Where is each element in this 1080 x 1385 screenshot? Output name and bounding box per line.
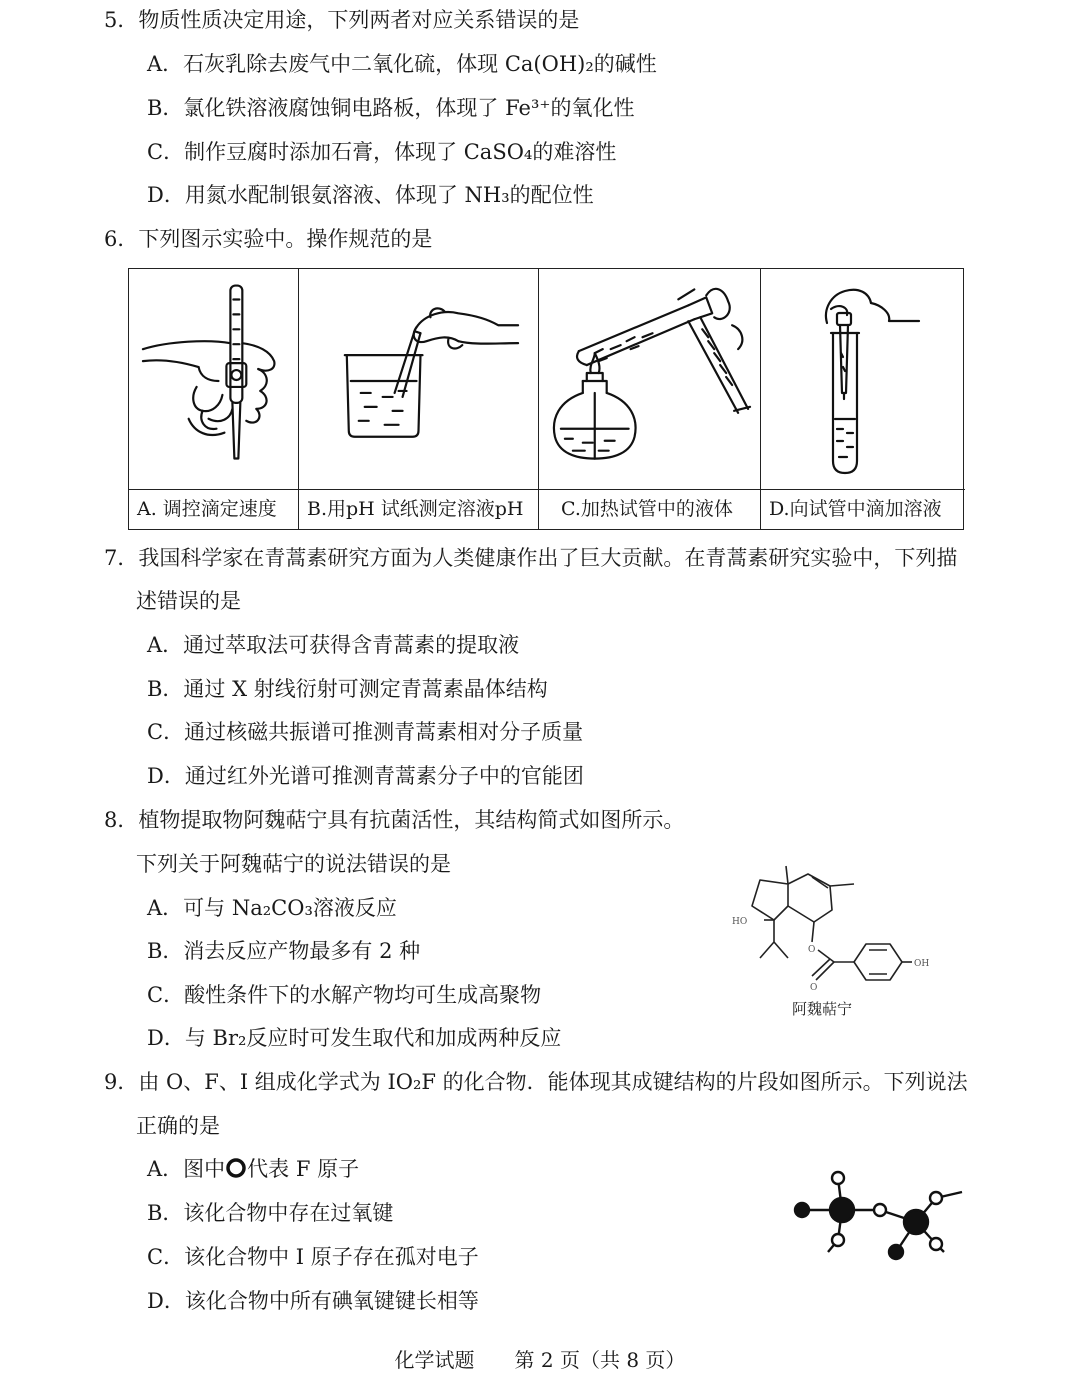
io2f-bond-structure-figure [790,1168,970,1263]
q5-option-b: B．氯化铁溶液腐蚀铜电路板，体现了 Fe³⁺的氧化性 [147,96,635,120]
q5-option-d: D．用氮水配制银氨溶液、体现了 NH₃的配位性 [147,183,594,207]
q8-stem-line2: 下列关于阿魏萜宁的说法错误的是 [136,852,451,876]
q7-option-a: A．通过萃取法可获得含青蒿素的提取液 [147,633,520,657]
q9-stem-line1: 9．由 O、F、I 组成化学式为 IO₂F 的化合物．能体现其成键结构的片段如图所示。下列说法 [104,1070,968,1094]
q6-cell-c [539,269,761,529]
q6-cell-d [761,269,965,529]
q7-option-c: C．通过核磁共振谱可推测青蒿素相对分子质量 [147,720,584,744]
page-footer [0,1344,1080,1373]
q8-stem-line1: 8．植物提取物阿魏萜宁具有抗菌活性，其结构简式如图所示。 [104,808,685,832]
oh-label: OH [914,959,930,969]
q6-caption-a: A. 调控滴定速度 [129,489,298,529]
q9-option-a-suffix: 代表 F 原子 [247,1157,360,1181]
q9-stem-line2: 正确的是 [136,1114,220,1138]
footer-subject: 化学试题 [394,1348,475,1372]
q9-option-c: C．该化合物中 I 原子存在孤对电子 [147,1245,479,1269]
ester-o-label: O [808,945,816,955]
heating-test-tube-illustration [539,269,760,489]
ph-paper-beaker-illustration [299,269,538,489]
dropper-test-tube-illustration [761,269,965,489]
carbonyl-o-label: O [810,983,818,993]
q6-cell-a [129,269,299,529]
structure-caption: 阿魏萜宁 [792,1000,853,1018]
q8-option-c: C．酸性条件下的水解产物均可生成高聚物 [147,983,542,1007]
q9-option-a-prefix: A．图中 [147,1157,226,1181]
q7-option-b: B．通过 X 射线衍射可测定青蒿素晶体结构 [147,677,548,701]
open-circle-atom-icon [225,1157,247,1179]
q6-cell-b [299,269,539,529]
q5-option-a: A．石灰乳除去废气中二氧化硫，体现 Ca(OH)₂的碱性 [147,52,657,76]
q6-stem: 6．下列图示实验中。操作规范的是 [104,227,433,251]
afeitingning-structure-figure [730,862,940,1024]
q6-figure-table [128,268,964,530]
q7-stem-line1: 7．我国科学家在青蒿素研究方面为人类健康作出了巨大贡献。在青蒿素研究实验中，下列描 [104,546,958,570]
q5-stem: 5．物质性质决定用途，下列两者对应关系错误的是 [104,8,580,32]
q5-option-c: C．制作豆腐时添加石膏，体现了 CaSO₄的难溶性 [147,140,617,164]
q6-caption-b: B.用pH 试纸测定溶液pH [299,489,538,529]
footer-page-number: 第 2 页（共 8 页） [514,1348,686,1372]
q9-option-a [147,1155,359,1183]
q6-caption-c: C.加热试管中的液体 [539,489,760,529]
q8-option-d: D．与 Br₂反应时可发生取代和加成两种反应 [147,1026,562,1050]
q8-option-a: A．可与 Na₂CO₃溶液反应 [147,896,397,920]
ho-label: HO [732,917,748,927]
q8-option-b: B．消去反应产物最多有 2 种 [147,939,421,963]
q9-option-d: D．该化合物中所有碘氧键键长相等 [147,1289,479,1313]
q6-caption-d: D.向试管中滴加溶液 [761,489,965,529]
burette-titration-illustration [129,269,298,489]
q7-stem-line2: 述错误的是 [136,589,241,613]
q7-option-d: D．通过红外光谱可推测青蒿素分子中的官能团 [147,764,584,788]
q9-option-b: B．该化合物中存在过氧键 [147,1201,394,1225]
